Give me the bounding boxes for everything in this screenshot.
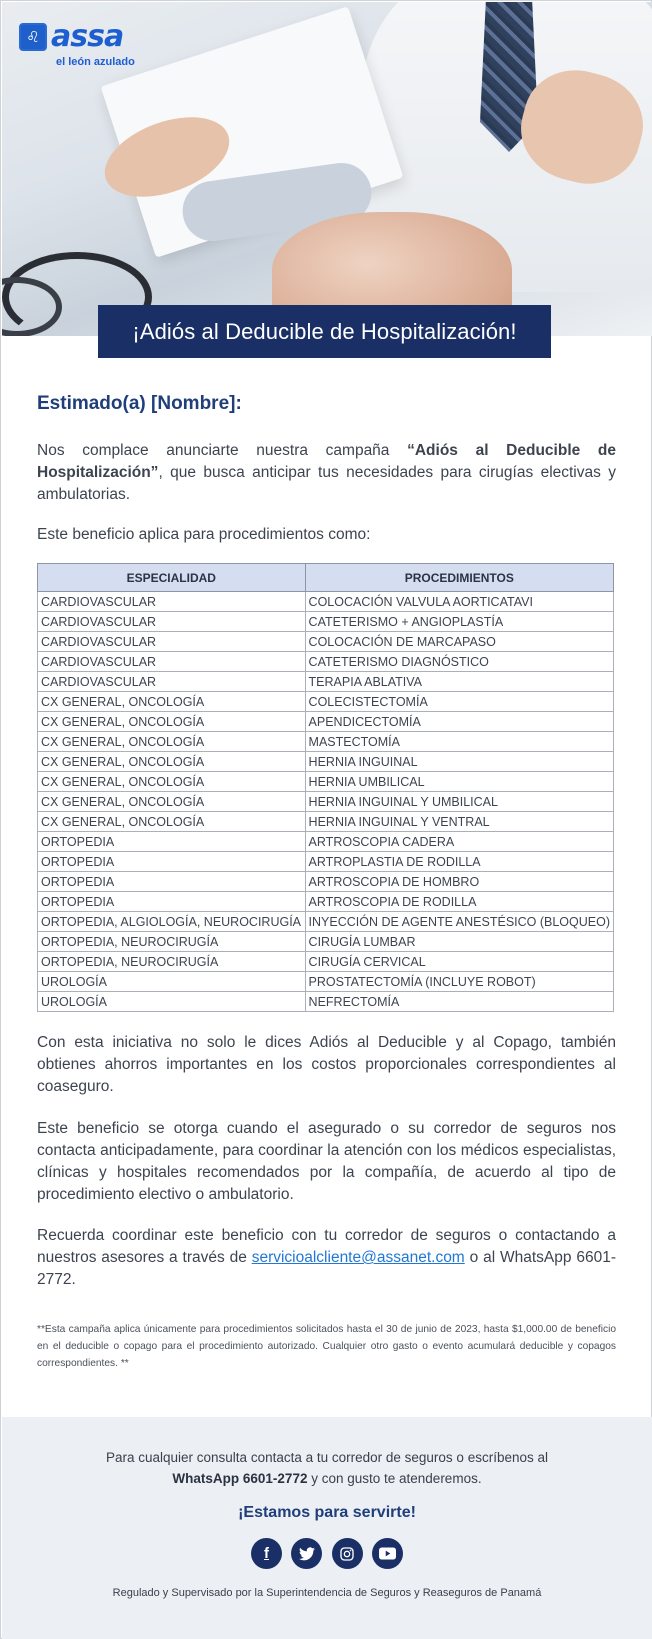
table-row [38,652,614,672]
procedure-cell: COLOCACIÓN DE MARCAPASO [305,632,613,652]
table-row [38,612,614,632]
procedure-cell: CIRUGÍA LUMBAR [305,932,613,952]
contact-text-2: o al WhatsApp 6601-2772. [37,1249,616,1288]
procedure-cell: NEFRECTOMÍA [305,992,613,1012]
footer-contact-text-2: y con gusto te atenderemos. [307,1471,482,1486]
specialty-cell: ORTOPEDIA [38,852,306,872]
procedure-cell: INYECCIÓN DE AGENTE ANESTÉSICO (BLOQUEO) [305,912,613,932]
footer-contact [2,1447,652,1489]
specialty-cell: CX GENERAL, ONCOLOGÍA [38,712,306,732]
specialty-cell: ORTOPEDIA [38,872,306,892]
regulation-text: Regulado y Supervisado por la Superintendencia de Seguros y Reaseguros de Panamá [112,1587,542,1599]
specialty-cell: ORTOPEDIA, NEUROCIRUGÍA [38,932,306,952]
table-row [38,732,614,752]
email-link[interactable]: servicioalcliente@assanet.com [251,1249,465,1266]
procedure-cell: TERAPIA ABLATIVA [305,672,613,692]
specialty-cell: UROLOGÍA [38,992,306,1012]
header-specialty: ESPECIALIDAD [38,564,306,592]
table-row [38,792,614,812]
table-row [38,672,614,692]
specialty-cell: CARDIOVASCULAR [38,592,306,612]
hero-image [2,2,652,336]
benefit-paragraph: Con esta iniciativa no solo le dices Adiós al Deducible y al Copago, también obtienes ahorros importantes en los costos proporcionales correspondientes al coaseguro. [37,1034,616,1095]
procedure-cell: HERNIA UMBILICAL [305,772,613,792]
logo-wordmark: assa [51,19,124,54]
table-row [38,912,614,932]
specialty-cell: CX GENERAL, ONCOLOGÍA [38,692,306,712]
table-row [38,692,614,712]
table-row [38,852,614,872]
procedure-cell: PROSTATECTOMÍA (INCLUYE ROBOT) [305,972,613,992]
twitter-icon[interactable] [291,1538,322,1569]
lion-icon: ♌ [19,23,47,51]
contact-paragraph [37,1225,616,1291]
specialty-cell: CARDIOVASCULAR [38,672,306,692]
tagline-part-2: azulado [93,56,135,68]
specialty-cell: CX GENERAL, ONCOLOGÍA [38,732,306,752]
specialty-cell: ORTOPEDIA [38,832,306,852]
table-row [38,812,614,832]
procedure-cell: COLOCACIÓN VALVULA AORTICATAVI [305,592,613,612]
procedure-cell: HERNIA INGUINAL [305,752,613,772]
footer [2,1417,652,1639]
specialty-cell: CX GENERAL, ONCOLOGÍA [38,772,306,792]
procedure-cell: CATETERISMO + ANGIOPLASTÍA [305,612,613,632]
table-row [38,592,614,612]
specialty-cell: CX GENERAL, ONCOLOGÍA [38,752,306,772]
greeting: Estimado(a) [Nombre]: [37,393,242,414]
youtube-icon[interactable] [372,1538,403,1569]
procedure-cell: CATETERISMO DIAGNÓSTICO [305,652,613,672]
conditions-paragraph: Este beneficio se otorga cuando el asegurado o su corredor de seguros nos contacta anticipadamente, para coordinar la atención con los médicos especialistas, clínicas y hospitales recomendados por la compañía, de acuerdo al tipo de procedimiento electivo o ambulatorio. [37,1120,616,1203]
specialty-cell: ORTOPEDIA, ALGIOLOGÍA, NEUROCIRUGÍA [38,912,306,932]
logo-tagline [56,56,135,68]
specialty-cell: CARDIOVASCULAR [38,632,306,652]
procedure-cell: HERNIA INGUINAL Y VENTRAL [305,812,613,832]
assa-logo [19,21,123,53]
specialty-cell: CX GENERAL, ONCOLOGÍA [38,812,306,832]
table-row [38,892,614,912]
specialty-cell: CARDIOVASCULAR [38,612,306,632]
table-row [38,712,614,732]
table-row [38,952,614,972]
specialty-cell: CX GENERAL, ONCOLOGÍA [38,792,306,812]
intro-text-1: Nos complace anunciarte nuestra campaña [37,442,408,459]
table-row [38,932,614,952]
intro-text-2: , que busca anticipar tus necesidades para cirugías electivas y ambulatorias. [37,464,616,503]
table-row [38,832,614,852]
footer-whatsapp: WhatsApp 6601-2772 [172,1471,308,1486]
contact-text-1: Recuerda coordinar este beneficio con tu corredor de seguros o contactando a nuestros asesores a través de [37,1227,616,1266]
table-row [38,872,614,892]
procedure-cell: MASTECTOMÍA [305,732,613,752]
table-row [38,632,614,652]
procedure-cell: ARTROSCOPIA DE HOMBRO [305,872,613,892]
specialty-cell: CARDIOVASCULAR [38,652,306,672]
tagline-part-1: el león [56,56,91,68]
table-row [38,772,614,792]
procedure-cell: ARTROPLASTIA DE RODILLA [305,852,613,872]
procedure-cell: CIRUGÍA CERVICAL [305,952,613,972]
specialty-cell: ORTOPEDIA, NEUROCIRUGÍA [38,952,306,972]
header-procedures: PROCEDIMIENTOS [305,564,613,592]
procedure-cell: HERNIA INGUINAL Y UMBILICAL [305,792,613,812]
banner-title: ¡Adiós al Deducible de Hospitalización! [132,318,517,344]
instagram-icon[interactable] [332,1538,363,1569]
procedures-table [37,563,614,1012]
procedure-cell: APENDICECTOMÍA [305,712,613,732]
footer-cta: ¡Estamos para servirte! [238,1504,416,1521]
social-links [251,1538,403,1570]
table-row [38,752,614,772]
campaign-name: “Adiós al Deducible de Hospitalización” [37,442,617,481]
specialty-cell: ORTOPEDIA [38,892,306,912]
facebook-icon[interactable]: f [251,1538,282,1569]
table-row [38,972,614,992]
specialty-cell: UROLOGÍA [38,972,306,992]
disclaimer-note: **Esta campaña aplica únicamente para procedimientos solicitados hasta el 30 de junio de 2023, hasta $1,000.00 de beneficio en el deducible o copago para el procedimiento autorizado. Cualquier otro gasto o evento acumulará deducible y copagos correspondientes. ** [37,1324,616,1369]
procedure-cell: ARTROSCOPIA CADERA [305,832,613,852]
procedure-cell: ARTROSCOPIA DE RODILLA [305,892,613,912]
intro-paragraph [37,440,616,506]
procedure-cell: COLECISTECTOMÍA [305,692,613,712]
table-header-row [38,564,614,592]
footer-contact-text-1: Para cualquier consulta contacta a tu corredor de seguros o escríbenos al [105,1450,548,1465]
campaign-banner [98,305,551,358]
table-row [38,992,614,1012]
applies-paragraph: Este beneficio aplica para procedimientos como: [37,526,371,543]
